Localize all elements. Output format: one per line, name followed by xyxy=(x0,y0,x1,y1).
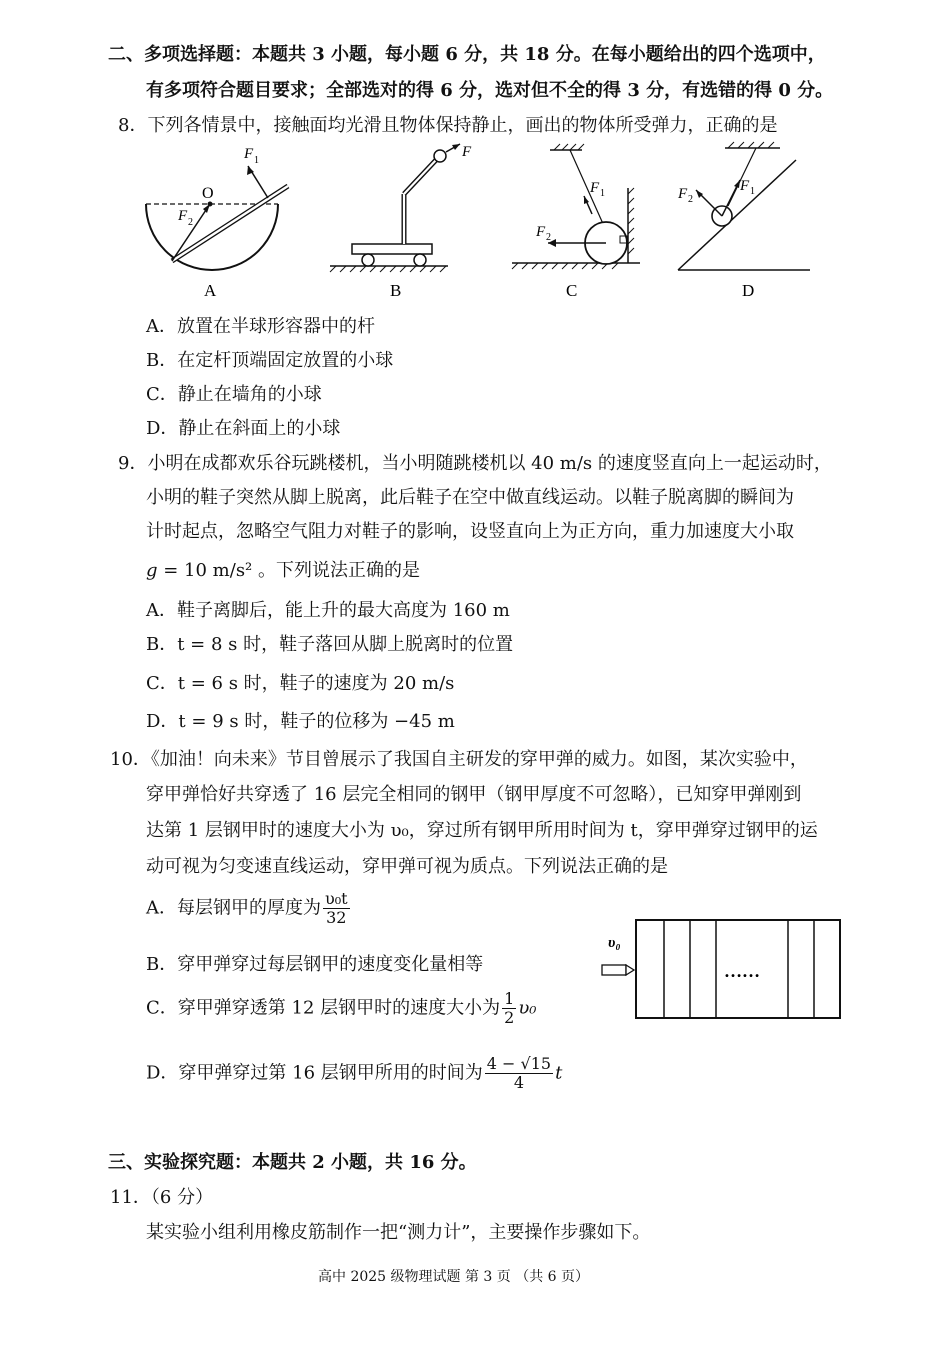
q10-option-c-text: C．穿甲弹穿透第 12 层钢甲时的速度大小为 xyxy=(146,997,501,1019)
q11-head: 11．（6 分） xyxy=(110,1187,214,1208)
q10-option-c-tail: υ₀ xyxy=(518,997,537,1019)
q10-option-c xyxy=(146,990,536,1027)
fraction-c xyxy=(502,990,516,1027)
q10-line2: 穿甲弹恰好共穿透了 16 层完全相同的钢甲（钢甲厚度不可忽略），已知穿甲弹刚到 xyxy=(146,784,802,805)
fraction-a-den: 32 xyxy=(326,908,347,927)
q11-line1: 某实验小组利用橡皮筋制作一把“测力计”，主要操作步骤如下。 xyxy=(146,1222,651,1243)
label-f-b: F xyxy=(462,144,472,160)
q8-option-d: D．静止在斜面上的小球 xyxy=(146,418,341,439)
label-o: O xyxy=(202,185,214,202)
fraction-d-den: 4 xyxy=(513,1073,525,1092)
label-f1-d-sub: 1 xyxy=(750,186,755,197)
q10-option-a xyxy=(146,890,352,927)
fraction-c-den: 2 xyxy=(504,1008,515,1027)
label-f2-c: F xyxy=(536,224,546,240)
label-f1-c-sub: 1 xyxy=(600,188,605,199)
fraction-a-num: υ₀t xyxy=(325,889,348,908)
fraction-d xyxy=(485,1055,553,1092)
fraction-a xyxy=(323,890,350,927)
q10-option-d-tail: t xyxy=(555,1062,563,1084)
q8-option-c: C．静止在墙角的小球 xyxy=(146,384,322,405)
label-f1-c: F xyxy=(590,180,600,196)
q8-option-a: A．放置在半球形容器中的杆 xyxy=(146,316,375,337)
q10-option-a-text: A．每层钢甲的厚度为 xyxy=(146,897,321,919)
label-v0: υ₀ xyxy=(608,935,621,951)
section3-title: 三、实验探究题：本题共 2 小题，共 16 分。 xyxy=(108,1152,477,1173)
fig-label-c: C xyxy=(566,281,578,300)
label-f2-c-sub: 2 xyxy=(546,232,551,243)
q8-stem: 8．下列各情景中，接触面均光滑且物体保持静止，画出的物体所受弹力，正确的是 xyxy=(118,115,778,136)
fraction-d-num: 4 − √15 xyxy=(486,1054,552,1073)
q10-line3: 达第 1 层钢甲时的速度大小为 υ₀，穿过所有钢甲所用时间为 t，穿甲弹穿过钢甲的运 xyxy=(146,820,818,841)
label-f1-d: F xyxy=(740,178,750,194)
q10-figure xyxy=(598,915,848,1025)
label-f2-a-sub: 2 xyxy=(188,217,193,228)
q10-option-b: B．穿甲弹穿过每层钢甲的速度变化量相等 xyxy=(146,954,484,975)
label-f2-a: F xyxy=(178,208,188,224)
g-symbol: g xyxy=(146,560,158,581)
label-f2-d: F xyxy=(678,186,688,202)
fig-label-d: D xyxy=(742,281,755,300)
q10-line4: 动可视为匀变速直线运动，穿甲弹可视为质点。下列说法正确的是 xyxy=(146,856,668,877)
q10-option-d xyxy=(146,1055,562,1092)
q8-option-b: B．在定杆顶端固定放置的小球 xyxy=(146,350,394,371)
q9-option-c: C．t = 6 s 时，鞋子的速度为 20 m/s xyxy=(146,673,455,694)
page-footer: 高中 2025 级物理试题 第 3 页 （共 6 页） xyxy=(318,1269,590,1285)
q9-line4-rest: = 10 m/s² 。下列说法正确的是 xyxy=(157,560,420,581)
fraction-c-num: 1 xyxy=(504,989,515,1008)
q10-option-d-text: D．穿甲弹穿过第 16 层钢甲所用的时间为 xyxy=(146,1062,483,1084)
q9-line2: 小明的鞋子突然从脚上脱离，此后鞋子在空中做直线运动。以鞋子脱离脚的瞬间为 xyxy=(146,487,794,508)
figure-d xyxy=(677,142,810,300)
q9-option-b: B．t = 8 s 时，鞋子落回从脚上脱离时的位置 xyxy=(146,634,514,655)
fig-label-a: A xyxy=(204,281,217,300)
q9-line3: 计时起点，忽略空气阻力对鞋子的影响，设竖直向上为正方向，重力加速度大小取 xyxy=(146,521,794,542)
label-dots: …… xyxy=(724,961,760,981)
q9-option-d: D．t = 9 s 时，鞋子的位移为 −45 m xyxy=(146,711,455,732)
q9-option-a: A．鞋子离脚后，能上升的最大高度为 160 m xyxy=(146,600,510,621)
q9-line4 xyxy=(146,556,420,582)
q10-line1: 10．《加油！向未来》节目曾展示了我国自主研发的穿甲弹的威力。如图，某次实验中， xyxy=(110,749,808,770)
figure-b xyxy=(330,144,472,300)
label-f1-a-sub: 1 xyxy=(254,155,259,166)
section2-line2: 有多项符合题目要求；全部选对的得 6 分，选对但不全的得 3 分，有选错的得 0 分。 xyxy=(146,80,834,101)
q8-figure xyxy=(130,138,830,300)
q9-line1: 9．小明在成都欢乐谷玩跳楼机，当小明随跳楼机以 40 m/s 的速度竖直向上一起运动时， xyxy=(118,453,832,474)
section2-line1: 二、多项选择题：本题共 3 小题，每小题 6 分，共 18 分。在每小题给出的四个选项中， xyxy=(108,44,826,65)
label-f2-d-sub: 2 xyxy=(688,194,693,205)
figure-c xyxy=(512,144,640,300)
fig-label-b: B xyxy=(390,281,402,300)
label-f1-a: F xyxy=(244,146,254,162)
figure-a xyxy=(146,146,288,300)
